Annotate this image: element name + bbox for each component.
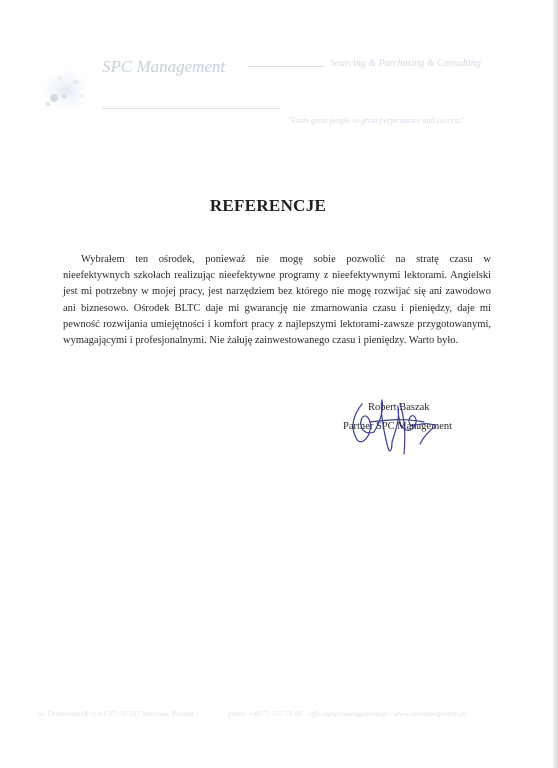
letter-body [63,252,491,349]
body-line: wymagającymi i profesjonalnymi. Nie żałuję zainwestowanego czasu i pieniędzy. Warto było. [63,335,459,347]
footer-address: ul. Drobnicka (Krzyki) 37, 50-237 Wrocław, Poland [38,709,194,718]
footer-phone: phone +48 71 722 78 08 [228,709,303,718]
body-line: jest mi potrzebny w mojej pracy, jest narzędziem bez którego nie mogę rozwijać się ani zawodowo [63,286,491,298]
signer-name: Robert Baszak [368,402,430,413]
body-line: Wybrałem ten ośrodek, ponieważ nie mogę sobie pozwolić na stratę czasu w [81,254,491,265]
company-name: SPC Management [102,57,226,76]
footer-contact: office@spcmanagement.pl - www.spcmanagement.pl [308,709,467,718]
body-line: nieefektywnych szkołach realizując nieefektywne programy z nieefektywnymi lektorami. Angielski [63,270,491,282]
letter-title: REFERENCJE [209,196,327,215]
company-services: Sourcing & Purchasing & Consulting [330,58,481,69]
handwritten-signature-icon [340,392,453,462]
company-motto: "From great people to great performance and success" [288,116,464,125]
header-divider [248,66,324,67]
body-line: pewność rozwijania umiejętności i komfort pracy z najlepszymi lektorami-zawsze przygotowanymi, [63,318,491,330]
signer-role: Partner SPC Management [343,421,453,432]
body-line: ani biznesowo. Ośrodek BLTC daje mi gwarancję nie zmarnowania czasu i pieniędzy, daje mi [63,302,491,314]
header-divider-lower [102,108,280,109]
company-logo-icon [36,60,100,116]
